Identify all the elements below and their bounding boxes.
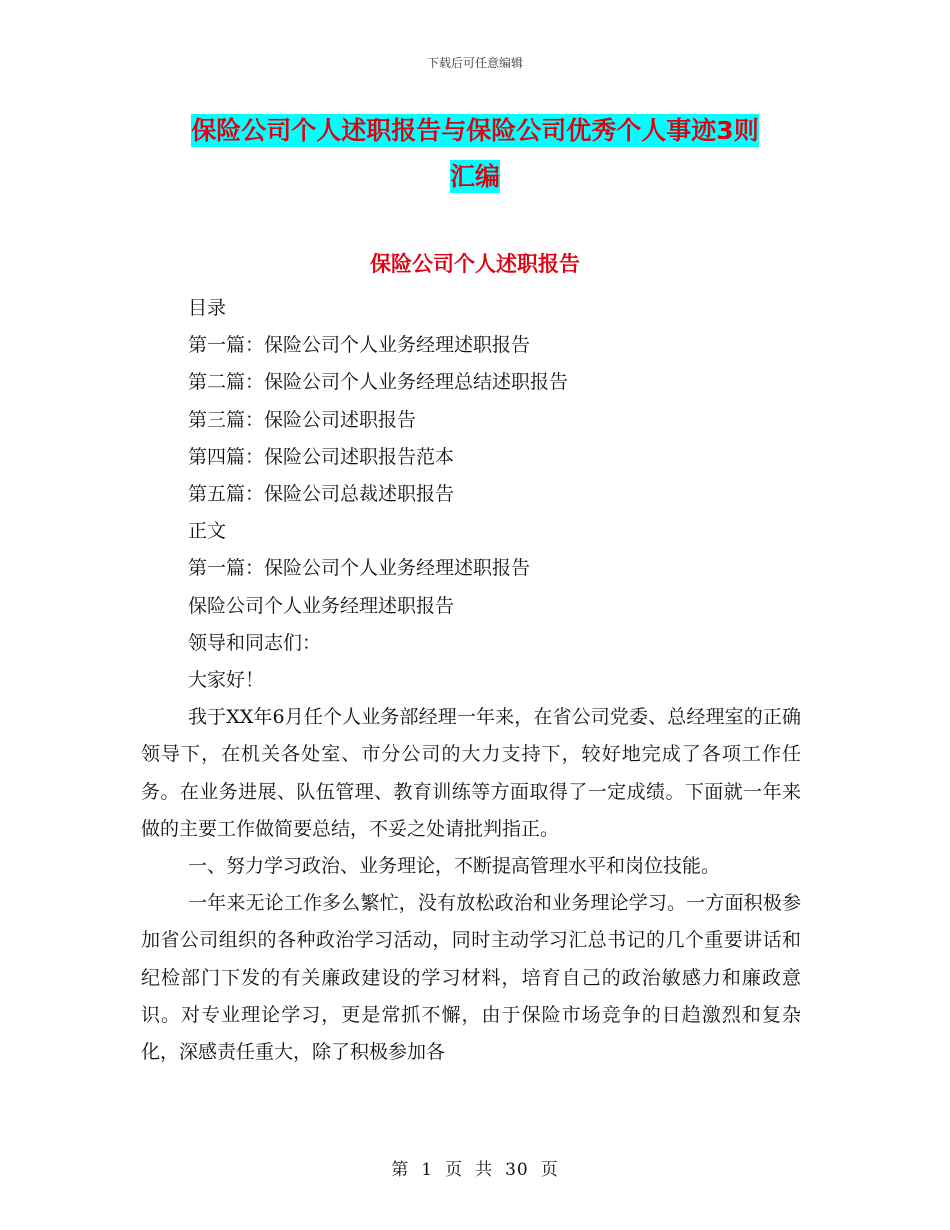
toc-item: 第三篇：保险公司述职报告 bbox=[188, 408, 417, 431]
section-title: 保险公司个人述职报告 bbox=[370, 252, 580, 276]
salutation: 领导和同志们： bbox=[188, 631, 322, 654]
greeting: 大家好！ bbox=[188, 669, 265, 692]
section-heading: 一、努力学习政治、业务理论，不断提高管理水平和岗位技能。 bbox=[188, 855, 721, 878]
paragraph: 我于XX年6月任个人业务部经理一年来，在省公司党委、总经理室的正确领导下，在机关各处室、市分公司的大力支持下，较好地完成了各项工作任务。在业务进展、队伍管理、教育训练等方面取得了一定成绩。下面就一年来做的主要工作做简要总结，不妥之处请批判指正。 bbox=[141, 706, 801, 840]
toc-item: 第四篇：保险公司述职报告范本 bbox=[188, 445, 455, 468]
toc-item: 第一篇：保险公司个人业务经理述职报告 bbox=[188, 334, 531, 357]
page-footer bbox=[0, 1155, 950, 1180]
paragraph: 一年来无论工作多么繁忙，没有放松政治和业务理论学习。一方面积极参加省公司组织的各种政治学习活动，同时主动学习汇总书记的几个重要讲话和纪检部门下发的有关廉政建设的学习材料，培育自己的政治敏感力和廉政意识。对专业理论学习，更是常抓不懈，由于保险市场竞争的日趋激烈和复杂化，深感责任重大，除了积极参加各 bbox=[141, 892, 801, 1064]
toc-item: 第二篇：保险公司个人业务经理总结述职报告 bbox=[188, 371, 569, 394]
page-prefix: 第 bbox=[391, 1160, 410, 1180]
body-heading: 正文 bbox=[188, 520, 227, 543]
title-line-1: 保险公司个人述职报告与保险公司优秀个人事迹3则 bbox=[191, 116, 759, 145]
page-number: 1 bbox=[421, 1160, 434, 1180]
article-title: 保险公司个人业务经理述职报告 bbox=[188, 594, 455, 617]
total-pages: 30 bbox=[505, 1160, 529, 1180]
total-unit: 页 bbox=[540, 1160, 559, 1180]
document-body bbox=[141, 290, 801, 1071]
document-title bbox=[150, 108, 800, 200]
header-note: 下载后可任意编辑 bbox=[426, 56, 523, 70]
article-part: 第一篇：保险公司个人业务经理述职报告 bbox=[188, 557, 531, 580]
toc-heading: 目录 bbox=[188, 297, 227, 319]
total-prefix: 共 bbox=[475, 1160, 494, 1180]
toc-item: 第五篇：保险公司总裁述职报告 bbox=[188, 483, 455, 506]
title-line-2: 汇编 bbox=[449, 162, 500, 191]
page-unit: 页 bbox=[445, 1160, 464, 1180]
